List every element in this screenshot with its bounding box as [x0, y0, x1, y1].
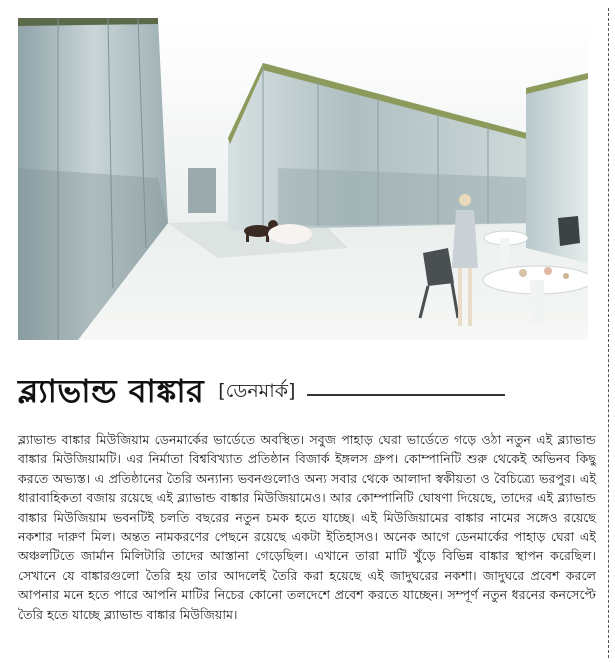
museum-illustration [18, 18, 588, 340]
column-divider [608, 8, 609, 658]
article-heading [18, 364, 598, 422]
article-body: ব্ল্যাভান্ড বাঙ্কার মিউজিয়াম ডেনমার্কের ভার্ডেতে অবস্থিত। সবুজ পাহাড় ঘেরা ভার্ডেতে গড়ে ওঠা নতুন এই ব্ল্যাভান্ড বাঙ্কার মিউজিয়ামটি। এর নির্মাতা বিশ্ববিখ্যাত প্রতিষ্ঠান বিজার্ক ইঙ্গলস গ্রুপ। কোম্পানিটি শুরু থেকেই অভিনব কিছু করতে অভ্যস্ত। এ প্রতিষ্ঠানের তৈরি অন্যান্য ভবনগুলোও অন্য সবার থেকে আলাদা স্বকীয়তা ও বৈচিত্র্যে ভরপুর। এই ধারাবাহিকতা বজায় রয়েছে এই ব্ল্যাভান্ড বাঙ্কার মিউজিয়ামেও। আর কোম্পানিটি ঘোষণা দিয়েছে, তাদের এই ব্ল্যাভান্ড বাঙ্কার মিউজিয়াম ভবনটিই চলতি বছরের নতুন চমক হতে যাচ্ছে। এই মিউজিয়ামের বাঙ্কার নামের সঙ্গেও রয়েছে নকশার দারুণ মিল। অন্তত নামকরণের পেছনে রয়েছে একটা ইতিহাসও। অনেক আগে ডেনমার্কের পাহাড় ঘেরা এই অঞ্চলটিতে জার্মান মিলিটারি তাদের আস্তানা গেড়েছিল। এখানে তারা মাটি খুঁড়ে বিভিন্ন বাঙ্কার স্থাপন করেছিল। সেখানে যে বাঙ্কারগুলো তৈরি হয় তার আদলেই তৈরি করা হয়েছে এই জাদুঘরের নকশা। জাদুঘরে প্রবেশ করলে আপনার মনে হতে পারে আপনি মাটির নিচের কোনো তলদেশে প্রবেশ করতে যাচ্ছেন। সম্পূর্ণ নতুন ধরনের কনসেপ্টে তৈরি হতে যাচ্ছে ব্ল্যাভান্ড বাঙ্কার মিউজিয়াম। [18, 432, 596, 622]
location-tag: [ডেনমার্ক] [218, 380, 296, 402]
heading-rule [307, 394, 505, 396]
museum-photo [18, 18, 588, 340]
article-title: ব্ল্যাভান্ড বাঙ্কার [18, 372, 205, 410]
